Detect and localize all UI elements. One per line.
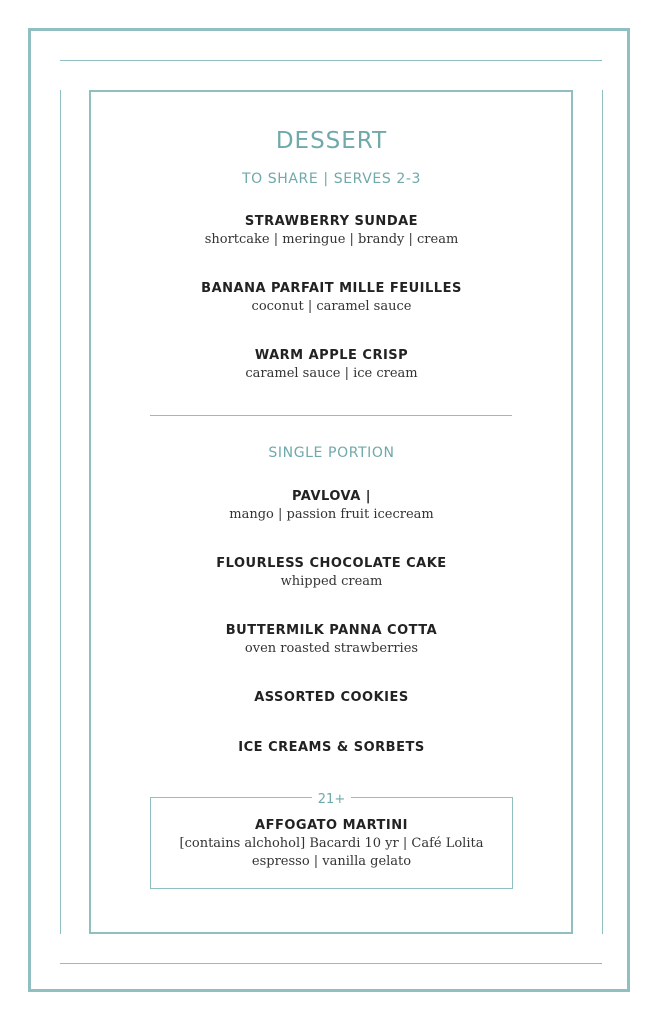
item-description: coconut | caramel sauce — [251, 299, 412, 314]
item-description: caramel sauce | ice cream — [245, 366, 418, 381]
adult-label — [0, 788, 663, 807]
item-name: BANANA PARFAIT MILLE FEUILLES — [201, 281, 462, 296]
item-description: [contains alchohol] Bacardi 10 yr | Café Lolita — [179, 836, 484, 851]
item-description: espresso | vanilla gelato — [251, 854, 412, 869]
item-name: ICE CREAMS & SORBETS — [238, 740, 425, 755]
section-divider — [150, 415, 512, 416]
single-heading: SINGLE PORTION — [268, 445, 395, 461]
share-heading: TO SHARE | SERVES 2-3 — [241, 171, 422, 187]
item-description: whipped cream — [280, 574, 383, 589]
item-name: BUTTERMILK PANNA COTTA — [225, 623, 438, 638]
menu-title: DESSERT — [275, 128, 388, 154]
item-name: AFFOGATO MARTINI — [255, 818, 408, 833]
item-name: PAVLOVA | — [291, 489, 372, 504]
bottom-rule — [60, 963, 602, 964]
item-name: FLOURLESS CHOCOLATE CAKE — [216, 556, 447, 571]
item-name: WARM APPLE CRISP — [254, 348, 409, 363]
item-description: mango | passion fruit icecream — [229, 507, 434, 522]
item-name: STRAWBERRY SUNDAE — [244, 214, 419, 229]
top-rule — [60, 60, 602, 61]
item-description: shortcake | meringue | brandy | cream — [204, 232, 459, 247]
adult-label-text: 21+ — [312, 792, 351, 807]
item-name: ASSORTED COOKIES — [254, 690, 409, 705]
item-description: oven roasted strawberries — [244, 641, 419, 656]
